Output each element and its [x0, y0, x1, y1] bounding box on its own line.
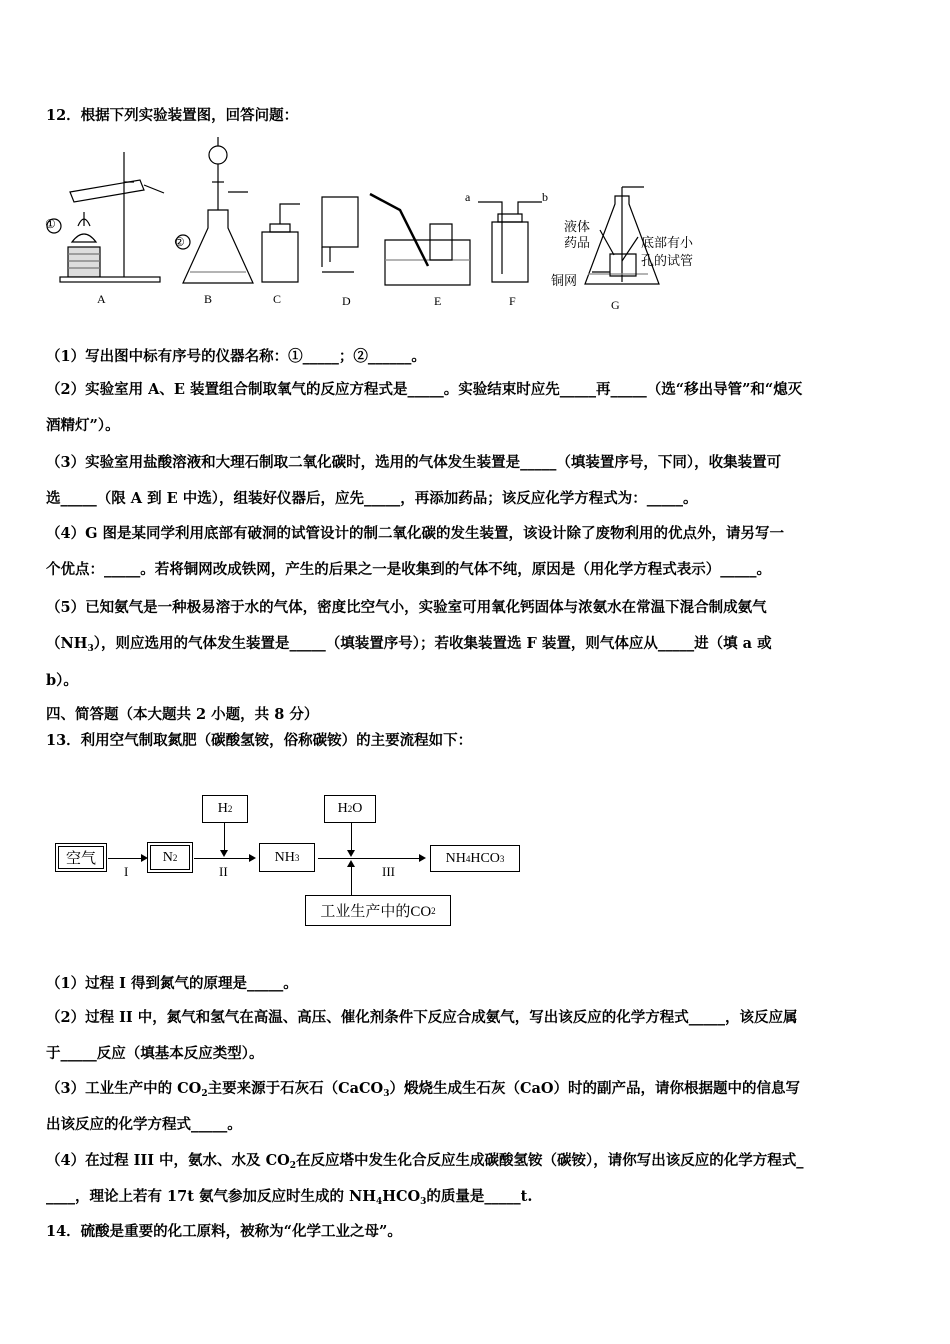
q12-part2b: 酒精灯”）。	[46, 417, 120, 434]
q12-part3b: 选_____（限 A 到 E 中选），组装好仪器后，应先_____，再添加药品；该反应化学方程式为：_____。	[46, 490, 698, 507]
q12-part5c: b）。	[46, 672, 78, 689]
label-a: A	[97, 292, 106, 306]
label-f: F	[509, 294, 516, 308]
q12-title: 12．根据下列实验装置图，回答问题：	[46, 107, 299, 124]
flow-nh3-box: NH 3	[259, 843, 315, 872]
flow-arrow-1	[108, 858, 146, 859]
circle-label-1: ①	[45, 217, 56, 231]
flow-arrow-2	[194, 858, 254, 859]
section-heading: 四、简答题（本大题共 2 小题，共 8 分）	[46, 706, 319, 723]
label-c: C	[273, 292, 282, 306]
port-b: b	[542, 190, 548, 204]
g-liquid-label-1: 液体	[564, 219, 591, 234]
q12-part4a: （4）G 图是某同学利用底部有破洞的试管设计的制二氧化碳的发生装置，该设计除了废物利用的优点外，请另写一	[46, 525, 785, 542]
flow-step-1: I	[124, 864, 129, 879]
q12-part5a: （5）已知氨气是一种极易溶于水的气体，密度比空气小，实验室可用氧化钙固体与浓氨水在常温下混合制成氨气	[46, 599, 767, 616]
flow-step-3: III	[382, 864, 395, 879]
q14-title: 14．硫酸是重要的化工原料，被称为“化学工业之母”。	[46, 1223, 402, 1240]
apparatus-a	[47, 152, 164, 282]
label-d: D	[342, 294, 351, 308]
q12-part1: （1）写出图中标有序号的仪器名称：①_____；②______。	[46, 348, 426, 365]
flow-product-box: NH 4 HCO 3	[430, 845, 520, 872]
apparatus-f	[478, 202, 542, 282]
port-a: a	[465, 190, 471, 204]
flow-air-box: 空气	[58, 846, 104, 869]
flow-n2-box: N 2	[150, 845, 190, 870]
q13-part2b: 于_____反应（填基本反应类型）。	[46, 1045, 264, 1062]
q13-part2a: （2）过程 II 中，氮气和氢气在高温、高压、催化剂条件下反应合成氨气，写出该反应的化学方程式_____，该反应属	[46, 1009, 798, 1026]
label-b: B	[204, 292, 213, 306]
flow-step-2: II	[219, 864, 228, 879]
flow-arrow-3	[318, 858, 424, 859]
g-liquid-label-2: 药品	[564, 235, 591, 250]
g-mesh-label: 铜网	[551, 273, 578, 288]
apparatus-e	[370, 194, 470, 285]
apparatus-c	[262, 204, 300, 282]
flow-co2-box: 工业生产中的CO 2	[305, 895, 451, 926]
q12-part3a: （3）实验室用盐酸溶液和大理石制取二氧化碳时，选用的气体发生装置是_____（填装置序号，下同），收集装置可	[46, 454, 782, 471]
g-tube-label-1: 底部有小	[641, 235, 694, 250]
flow-arrow-co2	[351, 862, 352, 895]
label-g: G	[611, 298, 620, 312]
q13-part3a: （3）工业生产中的 $CO_2$主要来源于石灰石（CaCO$_3$）煅烧生成生石灰（CaO）时的副产品，请你根据题中的信息写	[46, 1080, 801, 1099]
flow-arrow-h2	[224, 823, 225, 855]
circle-label-2: ②	[174, 235, 185, 249]
label-e: E	[434, 294, 442, 308]
flow-h2-box: H 2	[202, 795, 248, 823]
q12-part5b: $(NH_3)$，则应选用的气体发生装置是_____（填装置序号）；若收集装置选 F 装置，则气体应从_____进（填 a 或	[46, 635, 772, 654]
q13-title: 13．利用空气制取氮肥（碳酸氢铵，俗称碳铵）的主要流程如下：	[46, 732, 473, 749]
apparatus-figure	[40, 132, 740, 317]
q13-part4a: （4）在过程 III 中，氨水、水及 $CO_2$在反应塔中发生化合反应生成碳酸氢铵（碳铵），请你写出该反应的化学方程式_	[46, 1152, 804, 1171]
apparatus-b	[176, 137, 253, 283]
q13-part1: （1）过程 I 得到氮气的原理是_____。	[46, 975, 298, 992]
flow-arrow-h2o	[351, 823, 352, 855]
q13-part4b: ____，理论上若有 17t 氨气参加反应时生成的 $NH_4HCO_3$的质量是_____t.	[46, 1188, 533, 1207]
q12-part2a: （2）实验室用 A、E 装置组合制取氧气的反应方程式是_____。实验结束时应先_____再_____（选“移出导管”和“熄灭	[46, 381, 803, 398]
flow-h2o-box: H 2 O	[324, 795, 376, 823]
q12-part4b: 个优点：_____。若将铜网改成铁网，产生的后果之一是收集到的气体不纯，原因是（用化学方程式表示）_____。	[46, 561, 771, 578]
q13-part3b: 出该反应的化学方程式_____。	[46, 1116, 242, 1133]
apparatus-d	[322, 197, 358, 272]
g-tube-label-2: 孔的试管	[641, 253, 694, 268]
